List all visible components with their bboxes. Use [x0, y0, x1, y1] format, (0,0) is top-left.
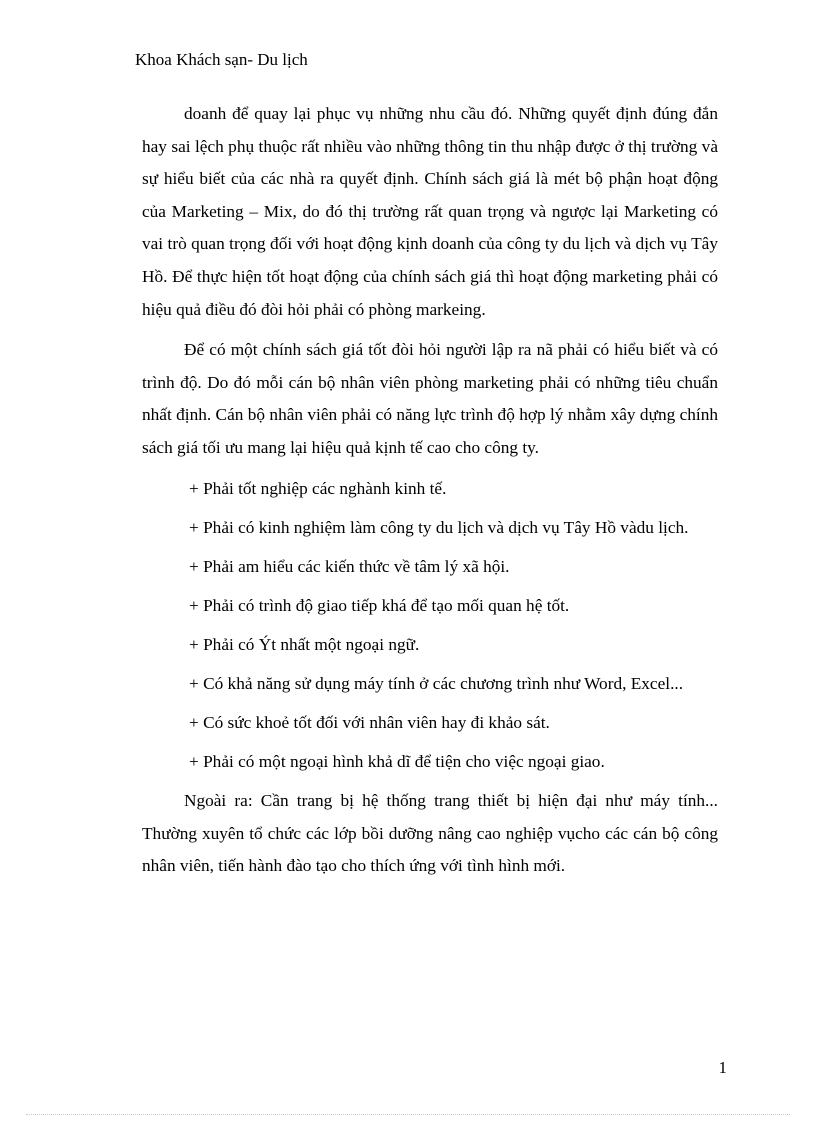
requirement-item: + Phải có trình độ giao tiếp khá để tạo mối quan hệ tốt.	[189, 595, 570, 615]
paragraph-additional-measures: Ngoài ra: Cần trang bị hệ thống trang thiết bị hiện đại như máy tính... Thường xuyên tổ chức các lớp bồi dưỡng nâng cao nghiệp vụcho các cán bộ công nhân viên, tiến hành đào tạo cho thích ứng với tình hình mới.	[142, 791, 718, 876]
requirement-item: + Phải có Ýt nhất một ngoại ngữ.	[189, 634, 420, 654]
requirement-item: + Phải có một ngoại hình khả dĩ để tiện cho việc ngoại giao.	[189, 752, 605, 772]
requirement-item: + Phải tốt nghiệp các nghành kinh tế.	[189, 478, 447, 498]
requirement-item: + Có sức khoẻ tốt đối với nhân viên hay đi khảo sát.	[189, 713, 550, 733]
page-header: Khoa Khách sạn- Du lịch	[135, 50, 308, 69]
requirement-item: + Phải có kinh nghiệm làm công ty du lịch và dịch vụ Tây Hồ vàdu lịch.	[189, 517, 689, 537]
document-body	[142, 98, 718, 883]
page-number: 1	[718, 1058, 727, 1077]
requirement-item: + Phải am hiểu các kiến thức về tâm lý xã hội.	[189, 556, 510, 576]
paragraph-staff-qualifications: Để có một chính sách giá tốt đòi hỏi người lập ra nã phải có hiểu biết và có trình độ. Do đó mỗi cán bộ nhân viên phòng marketing phải có những tiêu chuẩn nhất định. Cán bộ nhân viên phải có năng lực trình độ hợp lý nhằm xây dựng chính sách giá tối ưu mang lại hiệu quả kịnh tế cao cho công ty.	[142, 340, 718, 457]
requirement-item: + Có khả năng sử dụng máy tính ở các chương trình như Word, Excel...	[189, 674, 684, 693]
page-bottom-divider	[26, 1114, 790, 1115]
paragraph-marketing-overview: doanh để quay lại phục vụ những nhu cầu đó. Những quyết định đúng đắn hay sai lệch phụ thuộc rất nhiều vào những thông tin thu nhập được ở thị trường và sự hiểu biết của các nhà ra quyết định. Chính sách giá là mét bộ phận hoạt động của Marketing – Mix, do đó thị trường rất quan trọng và ngược lại Marketing có vai trò quan trọng đối với hoạt động kịnh doanh của công ty du lịch và dịch vụ Tây Hồ. Để thực hiện tốt hoạt động của chính sách giá thì hoạt động marketing phải có hiệu quả điều đó đòi hỏi phải có phòng markeing.	[142, 104, 718, 319]
